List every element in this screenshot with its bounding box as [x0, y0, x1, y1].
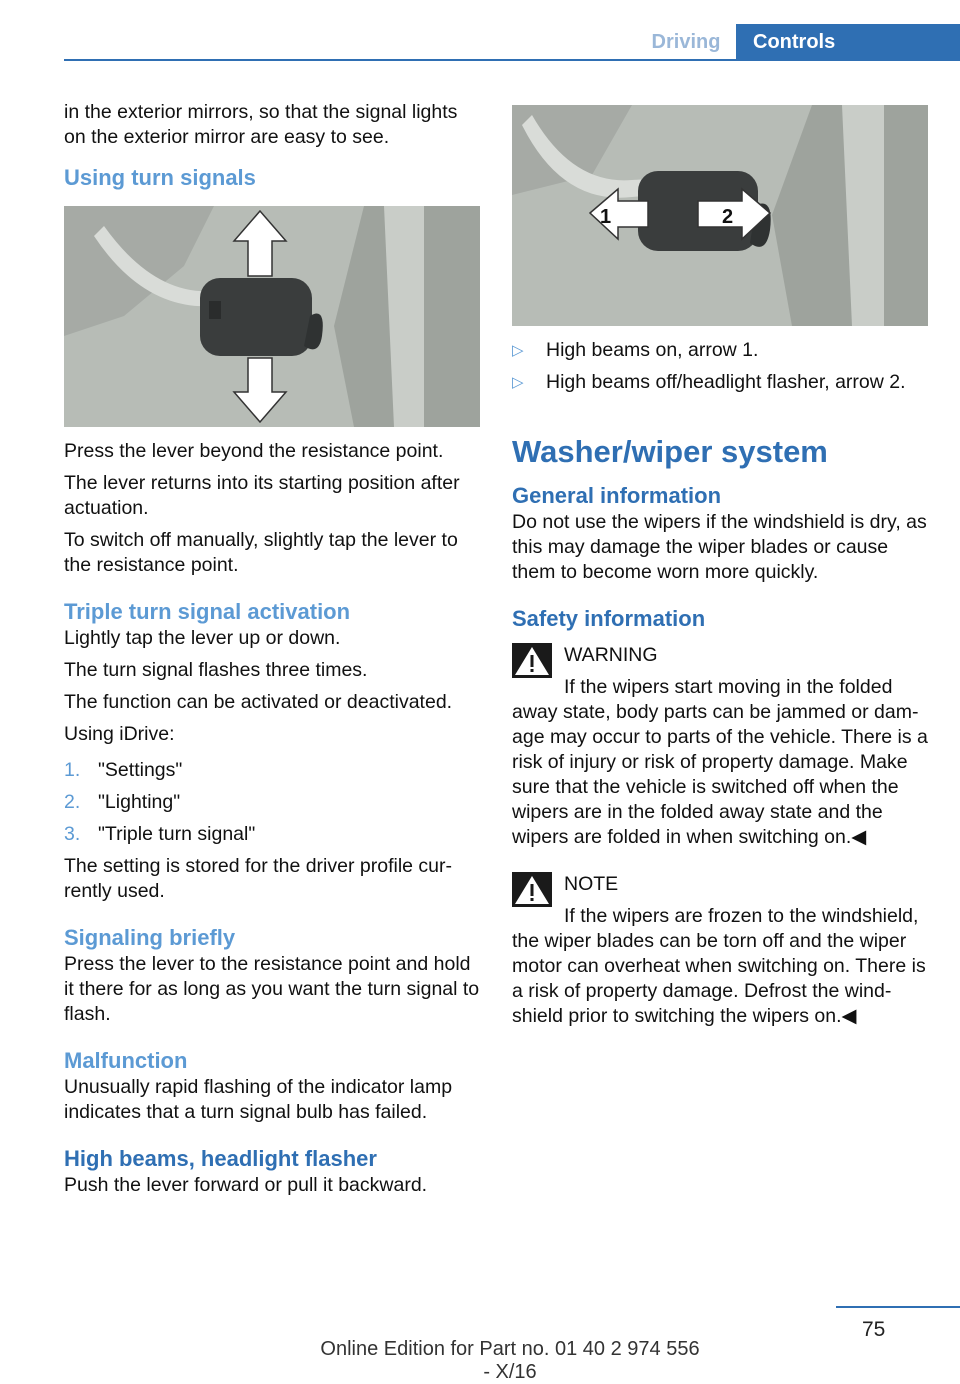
paragraph-setting-stored: The setting is stored for the driver profile cur-rently used. [64, 855, 452, 902]
heading-washer-wiper: Washer/wiper system [512, 434, 828, 469]
heading-general-information: General information [512, 483, 722, 508]
left-column [64, 100, 482, 1205]
paragraph-hold-lever: Press the lever to the resistance point and hold it there for as long as you want the turn signal to flash. [64, 953, 480, 1025]
heading-high-beams: High beams, headlight flasher [64, 1146, 377, 1171]
paragraph-switch-off: To switch off manually, slightly tap the lever to the resistance point. [64, 529, 458, 576]
warning-text: If the wipers start moving in the folded away state, body parts can be jammed or dam-age may occur to parts of the vehicle. There is a risk of injury or risk of property damage. Make sure that the vehicle is switched off when the wipers are in the folded away state and the wipers are folded in when switching on.◀ [512, 676, 928, 848]
turn-signal-lever-image [64, 206, 480, 427]
idrive-steps-list [64, 758, 482, 847]
turn-signal-figure [64, 206, 480, 427]
paragraph-push-lever: Push the lever forward or pull it backward. [64, 1174, 428, 1196]
triangle-bullet-icon: ▷ [512, 342, 524, 359]
paragraph-rapid-flashing: Unusually rapid flashing of the indicator lamp indicates that a turn signal bulb has failed. [64, 1076, 453, 1123]
heading-using-turn-signals: Using turn signals [64, 165, 256, 190]
warning-block [512, 643, 930, 850]
paragraph-general-information: Do not use the wipers if the windshield is dry, as this may damage the wiper blades or cause them to become worn more quickly. [512, 511, 927, 583]
note-text: If the wipers are frozen to the windshield, the wiper blades can be torn off and the wiper motor can overheat when switching on. There is a risk of property damage. Defrost the wind-shield prior to switching the wipers on.◀ [512, 905, 926, 1027]
intro-paragraph: in the exterior mirrors, so that the signal lights on the exterior mirror are easy to see. [64, 101, 458, 148]
paragraph-lever-returns: The lever returns into its starting position after actuation. [64, 472, 460, 519]
high-beam-lever-image [512, 105, 928, 326]
heading-signaling-briefly: Signaling briefly [64, 925, 236, 950]
high-beam-figure [512, 105, 928, 326]
list-item: 3. "Triple turn signal" [64, 823, 256, 845]
arrow-1-label: 1 [600, 206, 612, 228]
note-triangle-icon [512, 872, 552, 907]
tab-driving[interactable]: Driving [636, 24, 736, 61]
paragraph-function-activated: The function can be activated or deactivated. [64, 691, 453, 713]
list-item: 2. "Lighting" [64, 791, 181, 813]
list-item: 1. "Settings" [64, 759, 183, 781]
high-beam-list [512, 338, 930, 395]
paragraph-press-lever: Press the lever beyond the resistance point. [64, 440, 444, 462]
list-item: ▷ High beams on, arrow 1. [512, 339, 759, 361]
paragraph-using-idrive: Using iDrive: [64, 723, 175, 745]
footer-rule [836, 1306, 960, 1308]
right-column [512, 105, 930, 1029]
page-number: 75 [862, 1318, 886, 1341]
list-item: ▷ High beams off/headlight flasher, arrow 2. [512, 371, 906, 393]
triangle-bullet-icon: ▷ [512, 374, 524, 391]
warning-triangle-icon [512, 643, 552, 678]
note-label: NOTE [564, 873, 619, 895]
arrow-2-label: 2 [722, 206, 734, 228]
note-block [512, 872, 930, 1029]
heading-malfunction: Malfunction [64, 1048, 188, 1073]
paragraph-tap-lever: Lightly tap the lever up or down. [64, 627, 341, 649]
warning-label: WARNING [564, 644, 658, 666]
header-rule [64, 59, 960, 61]
heading-safety-information: Safety information [512, 606, 706, 631]
heading-triple-turn-signal: Triple turn signal activation [64, 599, 351, 624]
footer-edition: Online Edition for Part no. 01 40 2 974 556 - X/16 [320, 1338, 700, 1383]
tab-controls[interactable]: Controls [736, 24, 960, 61]
paragraph-flashes-three: The turn signal flashes three times. [64, 659, 368, 681]
